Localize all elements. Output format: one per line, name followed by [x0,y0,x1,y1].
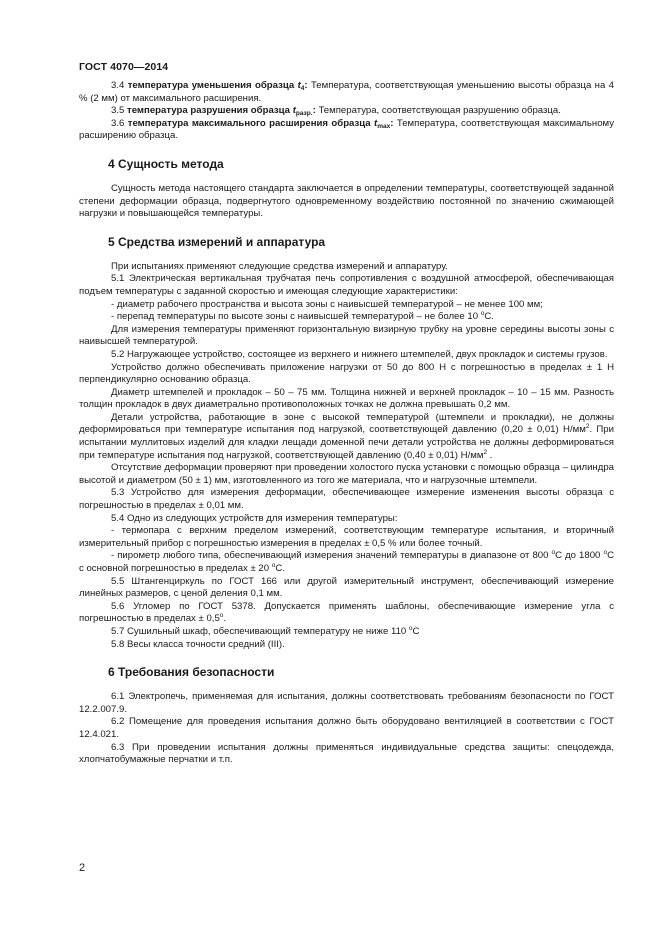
term-number: 3.6 [111,117,125,129]
clause-5-4-pyrometer [79,550,614,575]
text-run: Детали устройства, работающие в зоне с высокой температурой (штемпели и прокладки), не должны деформироваться при температуре испытания под нагрузкой, соответствующей давлению (0,20 ± 0,01) Н/мм [79,411,614,436]
clause-5-1-item-2 [79,311,614,324]
clause-6-1: 6.1 Электропечь, применяемая для испытания, должны соответствовать требованиям безопасности по ГОСТ 12.2.007.9. [79,691,614,715]
term-symbol: t [292,105,296,117]
clause-5-2-load: Устройство должно обеспечивать приложение нагрузки от 50 до 800 Н с погрешностью в пределах ± 1 Н перпендикулярно основанию образца. [79,361,614,386]
text-run: - пирометр любого типа, обеспечивающий измерения значений температуры в диапазоне от 800 [111,550,552,562]
term-3-4 [79,80,614,105]
term-symbol-subscript: max [377,122,391,130]
term-symbol: t [374,117,378,129]
term-3-5 [79,105,614,118]
text-run: . [223,613,227,625]
clause-5-6 [79,601,614,626]
clause-5-2-deformation [79,412,614,462]
superscript: 2 [585,423,590,431]
term-symbol-subscript: разр. [295,110,313,118]
text-run: 5.6 Угломер по ГОСТ 5378. Допускается применять шаблоны, обеспечивающие измерение угла с погрешностью в пределах ± 0,5 [79,600,614,625]
clause-6-3: 6.3 При проведении испытания должны применяться индивидуальные средства защиты: спецодежда, хлопчатобумажные перчатки и т.п. [79,741,614,766]
text-run: С. [275,563,285,574]
clause-5-2-dimensions: Диаметр штемпелей и прокладок – 50 – 75 мм. Толщина нижней и верхней прокладок – 10 – 15 мм. Разность толщин прокладок в двух диаметрально противоположных точках не должна превышать 0,2 мм. [79,386,614,411]
term-colon: : [390,117,394,129]
text-run: - перепад температуры по высоте зоны с наивысшей температурой – не более 10 [111,311,481,323]
term-colon: : [312,105,316,117]
degree-sign: о [480,310,485,318]
term-3-6 [79,118,614,143]
degree-sign: о [408,624,413,632]
degree-sign: о [219,612,224,620]
clause-5-7 [79,626,614,639]
superscript: 2 [483,448,488,456]
section-5-heading: 5 Средства измерений и аппаратура [108,234,326,249]
clause-5-8: 5.8 Весы класса точности средний (III). [111,638,285,650]
term-colon: : [304,80,308,91]
clause-5-4-thermocouple: - термопара с верхним пределом измерений, соответствующим температуре испытания, и вторичный измерительный прибор с погрешностью измерения в пределах ± 0,5 % или более точный. [79,525,614,549]
term-symbol: t [297,80,301,91]
clause-5-5: 5.5 Штангенциркуль по ГОСТ 166 или другой измерительный инструмент, обеспечивающий измерение линейных размеров, с ценой деления 0,1 мм. [79,575,614,600]
section-6-heading: 6 Требования безопасности [108,665,275,680]
term-name: температура максимального расширения образца [127,117,371,129]
text-run: С до 1800 [555,550,604,562]
text-run: . [487,449,493,461]
term-definition: Температура, соответствующая максимальному расширению образца. [79,117,615,142]
page-number: 2 [79,862,86,874]
text-run: 5.7 Сушильный шкаф, обеспечивающий температуру не ниже 110 [111,625,409,637]
clause-5-2-check: Отсутствие деформации проверяют при проведении холостого пуска установки с помощью образца – цилиндра высотой и диаметром (50 ± 1) мм, изготовленного из того же материала, что и нагрузочные штемпели. [79,462,614,486]
text-run: . При испытании муллитовых изделий для кладки лещади доменной печи детали устройства не должны деформироваться при температуре испытания под нагрузкой, соответствующей давлению (0,40 ± 0,01) Н/мм [79,424,615,461]
document-body [79,80,614,767]
text-run: С с основной погрешностью в пределах ± 20 [79,550,614,574]
section-4-heading: 4 Сущность метода [108,156,224,171]
section-5-intro: При испытаниях применяют следующие средства измерений и аппаратуру. [111,260,448,272]
term-definition: Температура, соответствующая разрушению образца. [318,105,561,117]
term-number: 3.5 [111,105,125,117]
term-number: 3.4 [111,80,125,91]
term-name: температура уменьшения образца [127,80,295,91]
clause-5-1-item-1: - диаметр рабочего пространства и высота зоны с наивысшей температурой – не менее 100 мм; [111,298,543,310]
document-code-header: ГОСТ 4070—2014 [79,61,169,73]
section-4-paragraph: Сущность метода настоящего стандарта заключается в определении температуры, соответствующей заданной степени деформации образца, подвергнутого одновременному воздействию постоянной по значению сжимающей нагрузки и повышающейся температуры. [79,182,614,220]
term-definition: Температура, соответствующая уменьшению высоты образца на 4 % (2 мм) от максимального расширения. [79,80,614,104]
degree-sign: о [551,549,556,557]
degree-sign: о [603,549,608,557]
clause-6-2: 6.2 Помещение для проведения испытания должно быть оборудовано вентиляцией в соответствии с ГОСТ 12.4.021. [79,716,614,740]
degree-sign: о [271,562,276,569]
term-name: температура разрушения образца [127,105,291,117]
term-symbol-subscript: 4 [300,85,305,92]
text-run: С [412,625,420,637]
clause-5-3: 5.3 Устройство для измерения деформации, обеспечивающее измерение изменения высоты образца с погрешностью в пределах ± 0,01 мм. [79,487,614,512]
clause-5-1: 5.1 Электрическая вертикальная трубчатая печь сопротивления с воздушной атмосферой, обеспечивающая подъем температуры с заданной скоростью и имеющая следующие характеристики: [79,273,614,297]
clause-5-1-temperature-note: Для измерения температуры применяют горизонтальную визирную трубку на уровне середины высоты зоны с наивысшей температурой. [79,323,614,348]
text-run: С. [484,311,494,323]
clause-5-4: 5.4 Одно из следующих устройств для измерения температуры: [111,512,398,524]
clause-5-2: 5.2 Нагружающее устройство, состоящее из верхнего и нижнего штемпелей, двух прокладок и системы грузов. [111,348,608,360]
